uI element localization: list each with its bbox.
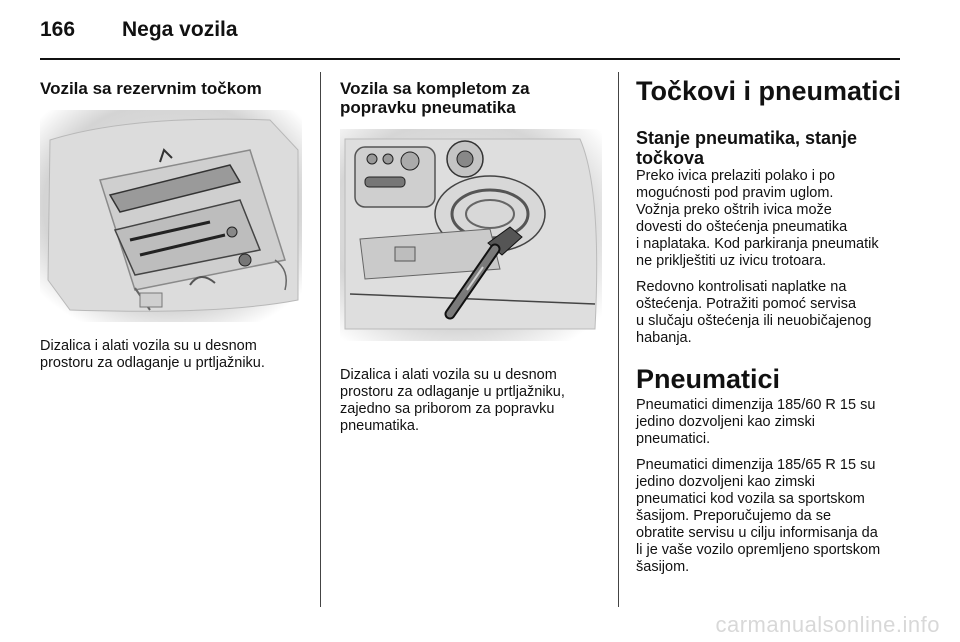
text-line: Pneumatici dimenzija 185/65 R 15 su xyxy=(636,457,876,473)
subheading-tyre-condition xyxy=(636,128,904,168)
text-line: obratite servisu u cilju informisanja da xyxy=(636,525,878,541)
text-line: jedino dozvoljeni kao zimski xyxy=(636,474,815,490)
caption-line: zajedno sa priborom za popravku xyxy=(340,401,555,417)
text-line: li je vaše vozilo opremljeno sportskom xyxy=(636,542,881,558)
text-line: pneumatici. xyxy=(636,431,711,447)
text-line: ne priklještiti uz ivicu trotoara. xyxy=(636,253,827,269)
section-title-tyres: Pneumatici xyxy=(636,364,781,394)
caption-line: prostoru za odlaganje u prtljažniku. xyxy=(40,355,265,371)
paragraph-winter-tyres xyxy=(636,397,904,448)
column-divider-1 xyxy=(320,72,321,607)
column-divider-2 xyxy=(618,72,619,607)
watermark: carmanualsonline.info xyxy=(715,612,940,637)
paragraph-edges xyxy=(636,168,904,270)
text-line: dovesti do oštećenja pneumatika xyxy=(636,219,848,235)
text-line: oštećenja. Potražiti pomoć servisa xyxy=(636,296,857,312)
paragraph-rims-check xyxy=(636,279,904,347)
heading-repair-kit xyxy=(340,79,605,117)
caption-repair-kit xyxy=(340,367,605,435)
caption-line: pneumatika. xyxy=(340,418,419,434)
column-wheels-tyres xyxy=(636,76,904,576)
column-spare-wheel xyxy=(40,76,305,372)
text-line: šasijom. Preporučujemo da se xyxy=(636,508,832,524)
section-title-wheels-tyres: Točkovi i pneumatici xyxy=(636,76,902,106)
caption-line: Dizalica i alati vozila su u desnom xyxy=(40,338,257,354)
text-line: mogućnosti pod pravim uglom. xyxy=(636,185,834,201)
figure-spare-wheel-tools xyxy=(40,110,302,322)
heading-line: Vozila sa kompletom za xyxy=(340,79,530,98)
heading-line: popravku pneumatika xyxy=(340,98,516,117)
text-line: Vožnja preko oštrih ivica može xyxy=(636,202,832,218)
paragraph-sport-chassis xyxy=(636,457,904,576)
text-line: Redovno kontrolisati naplatke na xyxy=(636,279,847,295)
caption-line: Dizalica i alati vozila su u desnom xyxy=(340,367,557,383)
text-line: šasijom. xyxy=(636,559,690,575)
text-line: i naplataka. Kod parkiranja pneumatik xyxy=(636,236,879,252)
text-line: u slučaju oštećenja ili neuobičajenog xyxy=(636,313,872,329)
text-line: pneumatici kod vozila sa sportskom xyxy=(636,491,865,507)
figure-repair-kit-tools xyxy=(340,129,602,341)
caption-line: prostoru za odlaganje u prtljažniku, xyxy=(340,384,565,400)
caption-spare-wheel xyxy=(40,338,305,372)
text-line: Pneumatici dimenzija 185/60 R 15 su xyxy=(636,397,876,413)
text-line: jedino dozvoljeni kao zimski xyxy=(636,414,815,430)
column-repair-kit xyxy=(340,76,605,435)
header-rule xyxy=(40,58,900,60)
page-number: 166 xyxy=(40,18,76,41)
page-title: Nega vozila xyxy=(122,18,238,41)
subheading-line: točkova xyxy=(636,148,705,168)
text-line: habanja. xyxy=(636,330,692,346)
text-line: Preko ivica prelaziti polako i po xyxy=(636,168,836,184)
heading-spare-wheel: Vozila sa rezervnim točkom xyxy=(40,79,262,98)
subheading-line: Stanje pneumatika, stanje xyxy=(636,128,858,148)
